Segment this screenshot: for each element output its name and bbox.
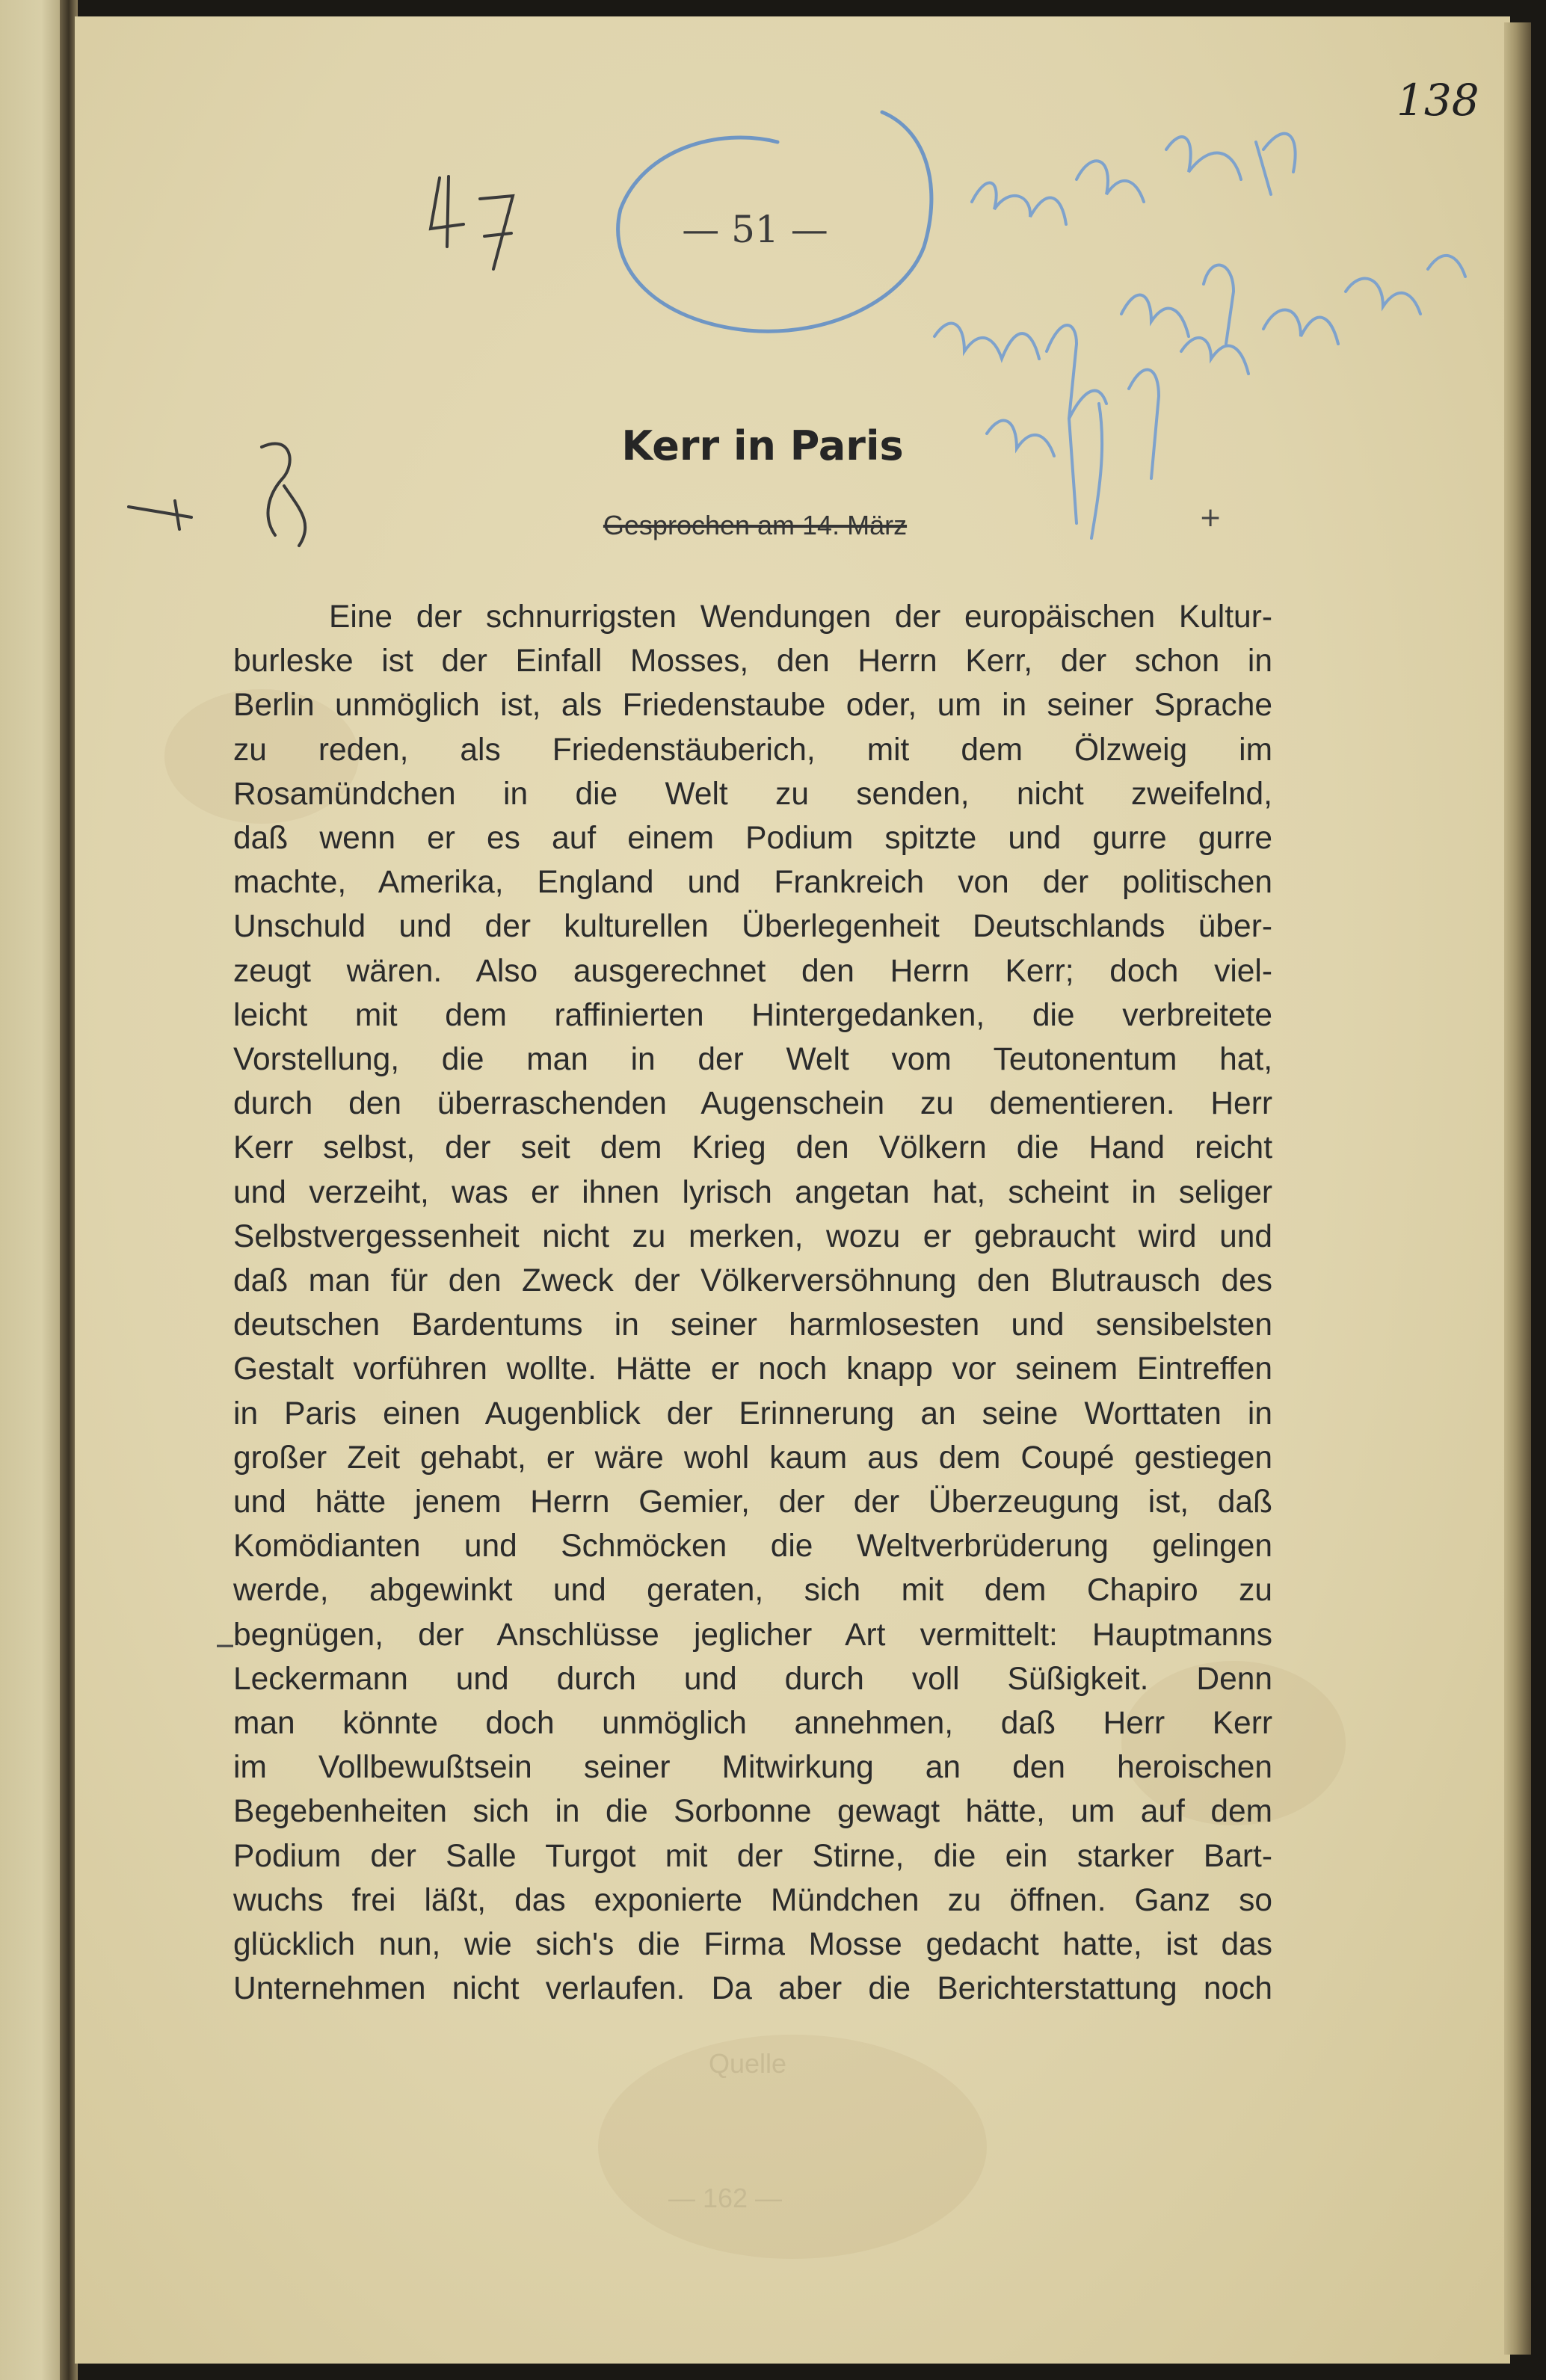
body-line: werde, abgewinkt und geraten, sich mit dem Chapiro zu: [233, 1573, 1272, 1609]
article-body: [233, 595, 1272, 2011]
body-line: im Vollbewußtsein seiner Mitwirkung an den heroischen: [233, 1750, 1272, 1786]
body-line: Unschuld und der kulturellen Überlegenheit Deutschlands über-: [233, 909, 1272, 945]
body-line: Berlin unmöglich ist, als Friedenstaube oder, um in seiner Sprache: [233, 688, 1272, 724]
previous-page-edge: [0, 0, 69, 2380]
body-line: Vorstellung, die man in der Welt vom Teutonentum hat,: [233, 1042, 1272, 1078]
body-line: Leckermann und durch und durch voll Süßigkeit. Denn: [233, 1661, 1272, 1697]
body-line: und verzeiht, was er ihnen lyrisch angetan hat, scheint in seliger: [233, 1174, 1272, 1210]
body-line: man könnte doch unmöglich annehmen, daß Herr Kerr: [233, 1706, 1272, 1742]
body-line: und hätte jenem Herrn Gemier, der der Überzeugung ist, daß: [233, 1485, 1272, 1520]
body-line: großer Zeit gehabt, er wäre wohl kaum aus dem Coupé gestiegen: [233, 1440, 1272, 1476]
body-line: zu reden, als Friedenstäuberich, mit dem Ölzweig im: [233, 732, 1272, 768]
printed-page-number: — 51 —: [682, 208, 828, 251]
body-line: leicht mit dem raffinierten Hintergedanken, die verbreitete: [233, 997, 1272, 1033]
body-line: daß wenn er es auf einem Podium spitzte und gurre gurre: [233, 821, 1272, 857]
body-line: Gestalt vorführen wollte. Hätte er noch knapp vor seinem Eintreffen: [233, 1351, 1272, 1387]
body-line: durch den überraschenden Augenschein zu dementieren. Herr: [233, 1086, 1272, 1122]
body-line: Komödianten und Schmöcken die Weltverbrüderung gelingen: [233, 1529, 1272, 1564]
show-through-text: — 162 —: [668, 2183, 783, 2213]
struck-subtitle: Gesprochen am 14. März: [603, 510, 908, 540]
body-line: Begebenheiten sich in die Sorbonne gewagt hätte, um auf dem: [233, 1794, 1272, 1830]
body-line: burleske ist der Einfall Mosses, den Herrn Kerr, der schon in: [233, 644, 1272, 679]
show-through-text: Quelle: [708, 2048, 787, 2079]
archive-page-number: 138: [1396, 75, 1479, 126]
body-line: Selbstvergessenheit nicht zu merken, wozu er gebraucht wird und: [233, 1218, 1272, 1254]
page-stack-edge: [1504, 22, 1531, 2355]
body-line: Unternehmen nicht verlaufen. Da aber die Berichterstattung noch: [233, 1971, 1272, 2007]
body-line: Podium der Salle Turgot mit der Stirne, die ein starker Bart-: [233, 1838, 1272, 1874]
body-line: wuchs frei läßt, das exponierte Mündchen zu öffnen. Ganz so: [233, 1882, 1272, 1918]
margin-plus-mark: +: [1199, 502, 1222, 533]
body-line: zeugt wären. Also ausgerechnet den Herrn Kerr; doch viel-: [233, 953, 1272, 989]
body-line: machte, Amerika, England und Frankreich von der politischen: [233, 865, 1272, 901]
body-line: Rosamündchen in die Welt zu senden, nicht zweifelnd,: [233, 776, 1272, 812]
article-title: Kerr in Paris: [621, 422, 904, 469]
body-line: Eine der schnurrigsten Wendungen der europäischen Kultur-: [329, 599, 1272, 635]
body-line: begnügen, der Anschlüsse jeglicher Art vermittelt: Hauptmanns: [233, 1617, 1272, 1653]
body-line: deutschen Bardentums in seiner harmlosesten und sensibelsten: [233, 1307, 1272, 1343]
body-line: Kerr selbst, der seit dem Krieg den Völkern die Hand reicht: [233, 1130, 1272, 1166]
body-line: in Paris einen Augenblick der Erinnerung an seine Worttaten in: [233, 1396, 1272, 1431]
body-line: daß man für den Zweck der Völkerversöhnung den Blutrausch des: [233, 1263, 1272, 1299]
body-line: glücklich nun, wie sich's die Firma Mosse gedacht hatte, ist das: [233, 1927, 1272, 1963]
